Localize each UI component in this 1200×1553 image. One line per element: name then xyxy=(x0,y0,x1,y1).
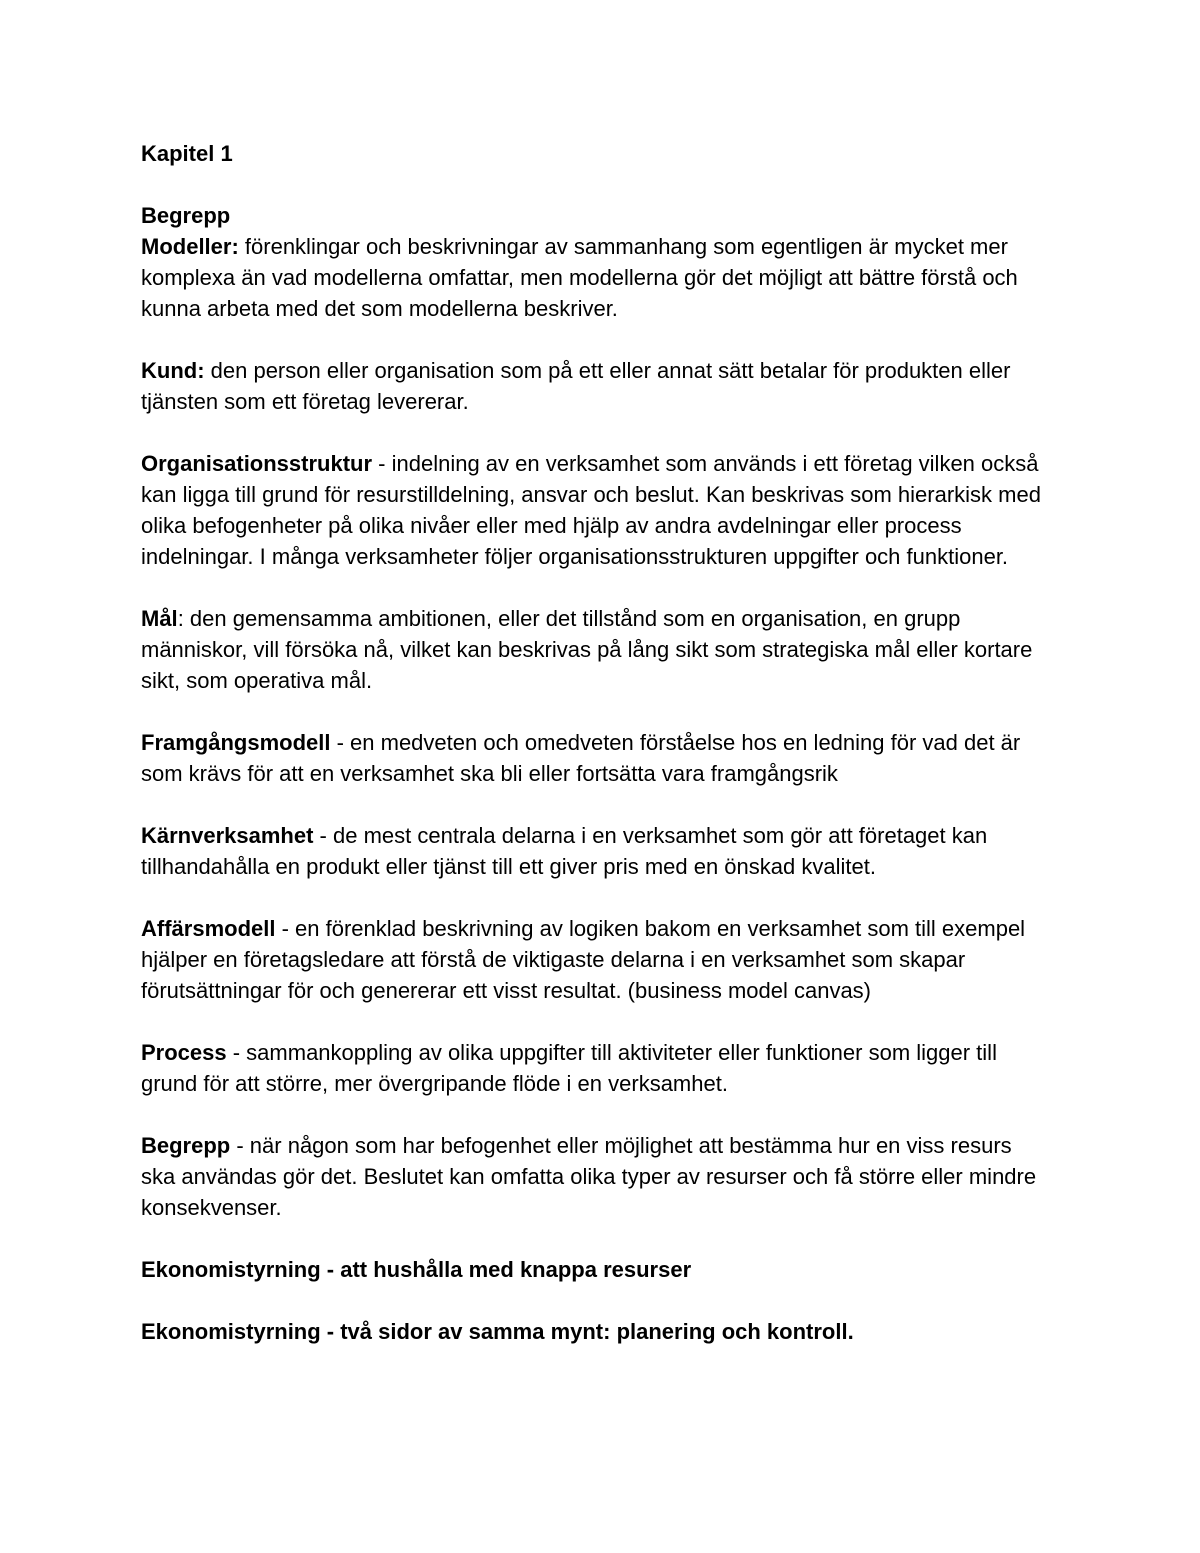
definition-framgangsmodell xyxy=(141,727,1041,789)
definition-text: : den gemensamma ambitionen, eller det tillstånd som en organisation, en grupp människor, vill försöka nå, vilket kan beskrivas på lång sikt som strategiska mål eller kortare sikt, som operativa mål. xyxy=(141,606,1033,693)
definition-term: Kund: xyxy=(141,358,205,383)
document-body xyxy=(141,138,1041,1378)
definition-begrepp xyxy=(141,1130,1041,1223)
statement-ekonomistyrning-planering: Ekonomistyrning - två sidor av samma mynt: planering och kontroll. xyxy=(141,1319,854,1344)
definition-karnverksamhet xyxy=(141,820,1041,882)
definition-term: Framgångsmodell xyxy=(141,730,331,755)
definition-modeller xyxy=(141,231,1041,324)
definition-term: Process xyxy=(141,1040,227,1065)
definition-text: - en medveten och omedveten förståelse hos en ledning för vad det är som krävs för att en verksamhet ska bli eller fortsätta vara framgångsrik xyxy=(141,730,1021,786)
definition-organisationsstruktur xyxy=(141,448,1041,572)
definition-term: Modeller: xyxy=(141,234,239,259)
definition-text: - en förenklad beskrivning av logiken bakom en verksamhet som till exempel hjälper en företagsledare att förstå de viktigaste delarna i en verksamhet som skapar förutsättningar för och genererar ett visst resultat. (business model canvas) xyxy=(141,916,1026,1003)
definition-affarsmodell xyxy=(141,913,1041,1006)
definition-term: Affärsmodell xyxy=(141,916,276,941)
definition-text: - de mest centrala delarna i en verksamhet som gör att företaget kan tillhandahålla en produkt eller tjänst till ett giver pris med en önskad kvalitet. xyxy=(141,823,988,879)
definition-process xyxy=(141,1037,1041,1099)
definition-term: Mål xyxy=(141,606,178,631)
definition-text: - när någon som har befogenhet eller möjlighet att bestämma hur en viss resurs ska användas gör det. Beslutet kan omfatta olika typer av resurser och få större eller mindre konsekvenser. xyxy=(141,1133,1037,1220)
definition-mal xyxy=(141,603,1041,696)
definition-text: förenklingar och beskrivningar av sammanhang som egentligen är mycket mer komplexa än vad modellerna omfattar, men modellerna gör det möjligt att bättre förstå och kunna arbeta med det som modellerna beskriver. xyxy=(141,234,1018,321)
definition-text: - sammankoppling av olika uppgifter till aktiviteter eller funktioner som ligger till grund för att större, mer övergripande flöde i en verksamhet. xyxy=(141,1040,997,1096)
definition-text: den person eller organisation som på ett eller annat sätt betalar för produkten eller tjänsten som ett företag levererar. xyxy=(141,358,1011,414)
chapter-title: Kapitel 1 xyxy=(141,141,233,166)
definition-term: Kärnverksamhet xyxy=(141,823,314,848)
definition-text: - indelning av en verksamhet som används i ett företag vilken också kan ligga till grund för resurstilldelning, ansvar och beslut. Kan beskrivas som hierarkisk med olika befogenheter på olika nivåer eller med hjälp av andra avdelningar eller process indelningar. I många verksamheter följer organisationsstrukturen uppgifter och funktioner. xyxy=(141,451,1041,569)
definition-term: Organisationsstruktur xyxy=(141,451,373,476)
section-heading: Begrepp xyxy=(141,203,231,228)
definition-term: Begrepp xyxy=(141,1133,231,1158)
definition-kund xyxy=(141,355,1041,417)
statement-ekonomistyrning-resurser: Ekonomistyrning - att hushålla med knappa resurser xyxy=(141,1257,692,1282)
